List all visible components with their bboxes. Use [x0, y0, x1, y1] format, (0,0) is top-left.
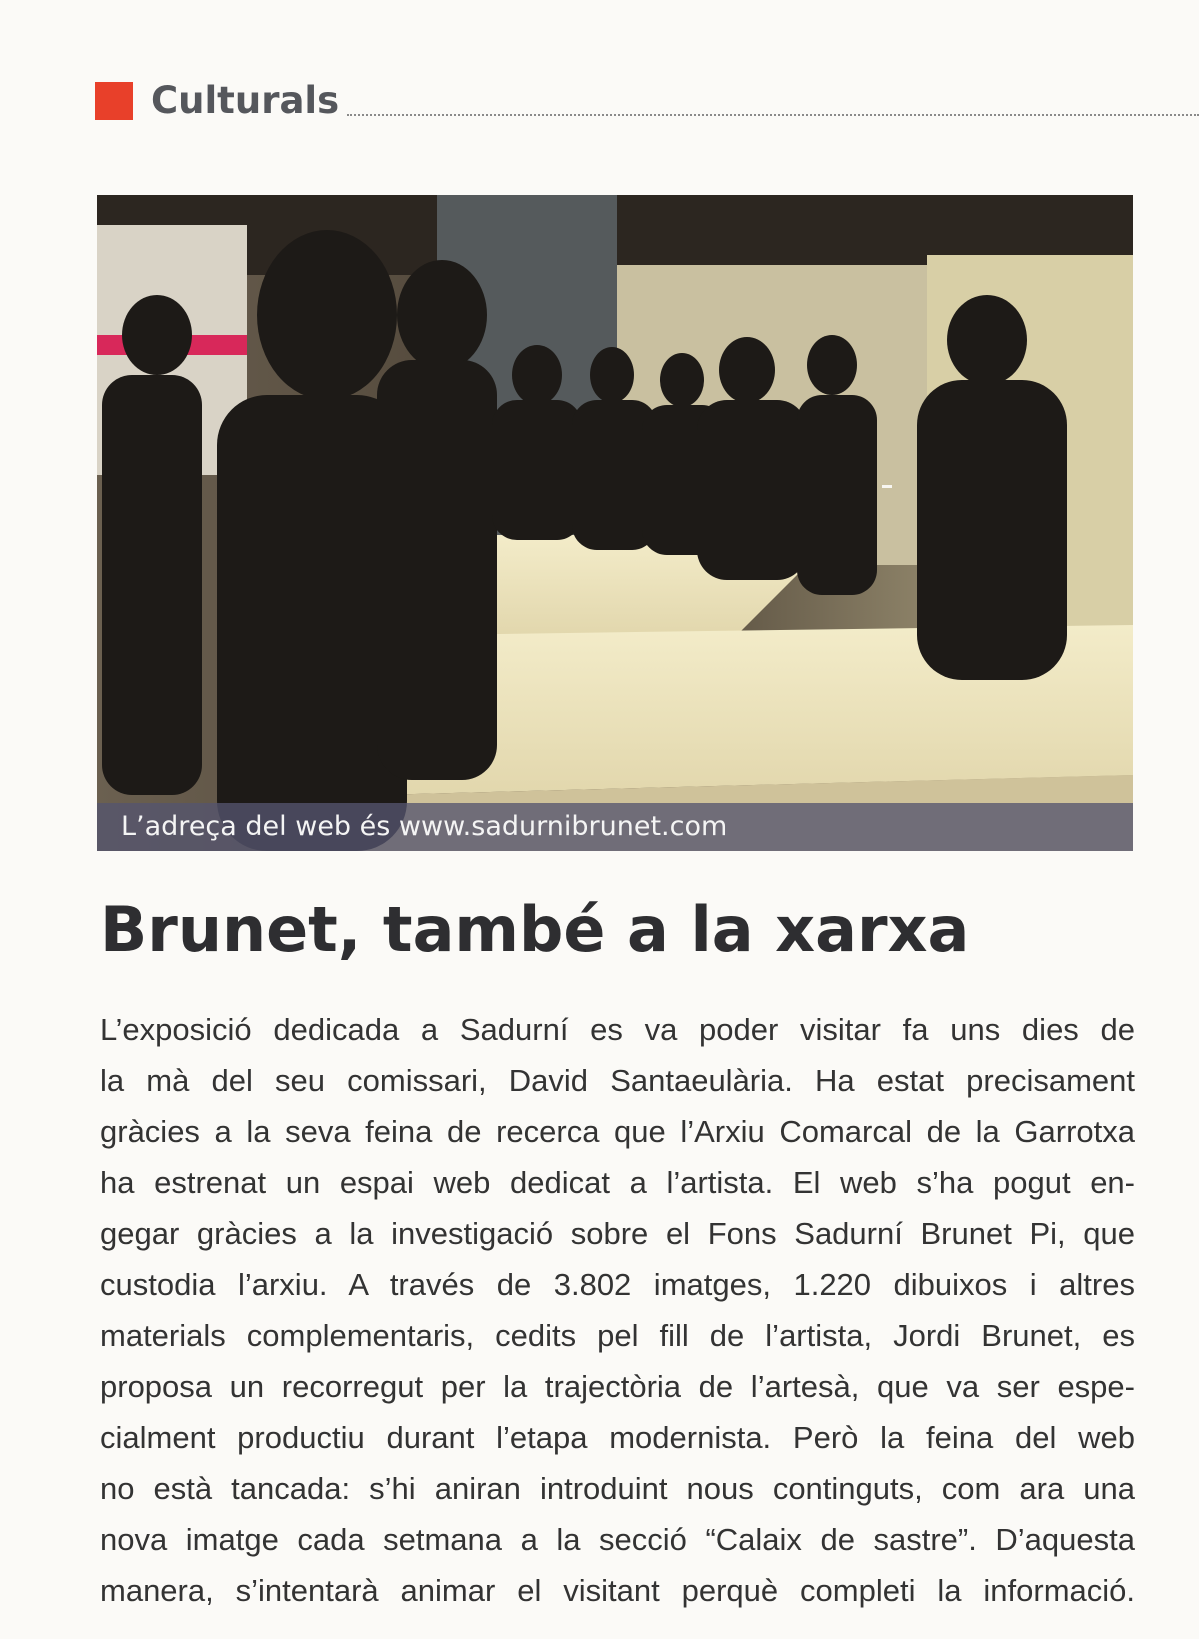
- section-label: Culturals: [151, 79, 340, 122]
- body-line: gràcies a la seva feina de recerca que l’Arxiu Comarcal de la Garrotxa: [100, 1114, 1135, 1149]
- body-line: manera, s’intentarà animar el visitant perquè completi la informació.: [100, 1573, 1135, 1608]
- section-header: [95, 76, 1199, 126]
- body-line: custodia l’arxiu. A través de 3.802 imatges, 1.220 dibuixos i altres: [100, 1267, 1135, 1302]
- body-line: no està tancada: s’hi aniran introduint nous continguts, com ara una: [100, 1471, 1135, 1506]
- caption-bar: [97, 803, 1133, 851]
- body-line: nova imatge cada setmana a la secció “Calaix de sastre”. D’aquesta: [100, 1522, 1135, 1557]
- article-title: Brunet, també a la xarxa: [100, 893, 970, 966]
- body-line: la mà del seu comissari, David Santaeulària. Ha estat precisament: [100, 1063, 1135, 1098]
- body-line: materials complementaris, cedits pel fill de l’artista, Jordi Brunet, es: [100, 1318, 1135, 1353]
- photo-caption: L’adreça del web és www.sadurnibrunet.com: [121, 811, 728, 842]
- body-line: L’exposició dedicada a Sadurní es va poder visitar fa uns dies de: [100, 1012, 1135, 1047]
- body-line: ha estrenat un espai web dedicat a l’artista. El web s’ha pogut en-: [100, 1165, 1135, 1200]
- body-line: cialment productiu durant l’etapa modernista. Però la feina del web: [100, 1420, 1135, 1455]
- article-body: [100, 1004, 1135, 1616]
- article-photo: [97, 195, 1133, 851]
- body-line: gegar gràcies a la investigació sobre el Fons Sadurní Brunet Pi, que: [100, 1216, 1135, 1251]
- section-divider: [347, 114, 1199, 116]
- body-line: proposa un recorregut per la trajectòria de l’artesà, que va ser espe-: [100, 1369, 1135, 1404]
- section-marker: [95, 82, 133, 120]
- exhibition-photo-illustration: [97, 195, 1133, 851]
